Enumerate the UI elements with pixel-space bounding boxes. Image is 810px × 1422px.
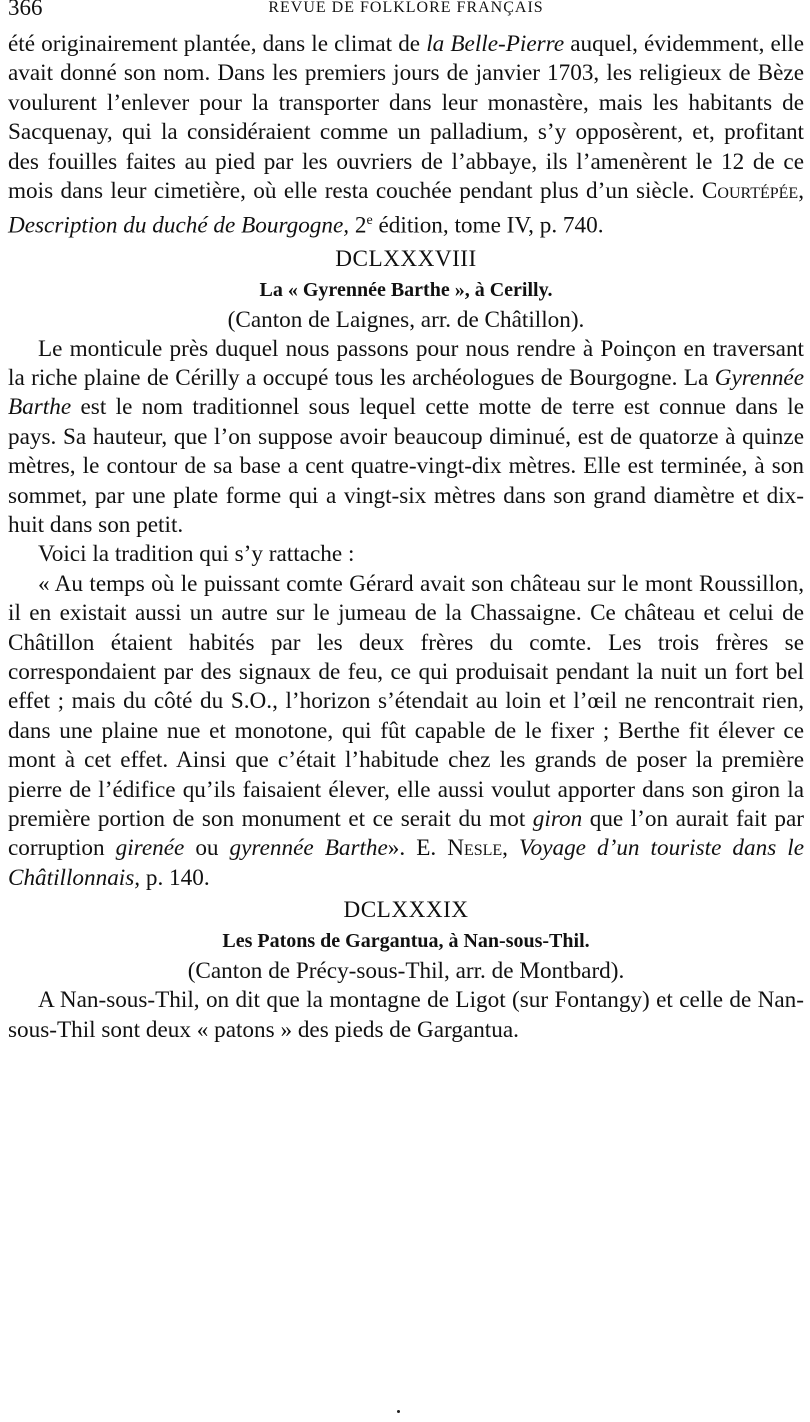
s1p3-text-a: « Au temps où le puissant comte Gérard avait son château sur le mont Roussillon, il en existait aussi un autre sur le jumeau de la Chassaigne. Ce château et celui de Châtillon étaient habités par les deux frères du comte. Les trois frères se correspondaient par des signaux de feu, ce qui produisait pendant la nuit un fort bel effet ; mais du côté du S.O., l’horizon s’étendait au loin et l’œil ne rencontrait rien, dans une plaine nue et monotone, qui fût capable de le fixer ; Berthe fit élever ce mont à cet effet. Ainsi que c’était l’habitude chez les grands de poser la première pierre de l’édifice qu’ils faisaient élever, elle aussi voulut apporter dans son giron la première portion de son monument et ce serait du mot bbox=[8, 570, 804, 833]
page-header bbox=[8, 0, 804, 23]
section2-paragraph-1: A Nan-sous-Thil, on dit que la montagne de Ligot (sur Fontangy) et celle de Nan-sous-Thil sont deux « patons » des pieds de Gargantua. bbox=[8, 987, 804, 1043]
s1p3-text-e: p. 140. bbox=[140, 864, 210, 891]
section-number: DCLXXXIX bbox=[343, 897, 469, 924]
intro-text-2: auquel, évidemment, elle avait donné son nom. Dans les premiers jours de janvier 1703, les religieux de Bèze voulurent l’enlever pour la transporter dans leur monastère, mais les habitants de Sacquenay, qui la considéraient comme un palladium, s’y opposèrent, et, profitant des fouilles faites au pied par les ouvriers de l’abbaye, ils l’amenèrent le 12 de ce mois dans leur cimetière, où elle resta couchée pendant plus d’un siècle. bbox=[8, 31, 805, 205]
section1-paragraph-3 bbox=[8, 570, 804, 893]
running-head: REVUE DE FOLKLORE FRANÇAIS bbox=[268, 0, 544, 16]
section-title: Les Patons de Gargantua, à Nan-sous-Thil. bbox=[222, 930, 590, 953]
section1-paragraph-1 bbox=[8, 335, 804, 541]
page bbox=[8, 0, 804, 1045]
s1p1-text-a: Le monticule près duquel nous passons pour nous rendre à Poinçon en traversant la riche plaine de Cérilly a occupé tous les archéologues de Bourgogne. La bbox=[8, 335, 804, 391]
section-title: La « Gyrennée Barthe », à Cerilly. bbox=[259, 278, 553, 301]
s1p3-italic-3: gyrennée Barthe bbox=[229, 835, 388, 862]
intro-paragraph bbox=[8, 30, 804, 242]
s1p3-text-b: que l’on aurait fait par corruption bbox=[8, 806, 804, 862]
intro-author: Courtépée, bbox=[701, 178, 804, 205]
section-number: DCLXXXVIII bbox=[335, 245, 477, 272]
s1p3-author: Nesle, bbox=[447, 835, 508, 862]
intro-text-1: été originairement plantée, dans le climat de bbox=[8, 31, 427, 57]
section-subtitle: (Canton de Précy-sous-Thil, arr. de Montbard). bbox=[187, 958, 625, 985]
intro-edition-num: 2 bbox=[354, 213, 367, 240]
s1p3-text-c: ou bbox=[184, 835, 230, 862]
s1p3-text-d: ». E. bbox=[387, 835, 448, 862]
s1p3-italic-1: giron bbox=[532, 806, 583, 833]
s1p1-italic: Gyrennée Barthe bbox=[8, 364, 804, 421]
section-subtitle: (Canton de Laignes, arr. de Châtillon). bbox=[227, 306, 585, 333]
intro-text-4: édition, tome IV, p. 740. bbox=[372, 213, 604, 240]
intro-italic-1: la Belle-Pierre bbox=[426, 31, 565, 57]
s1p3-italic-2: girenée bbox=[115, 835, 185, 862]
s1p3-italic-4: Voyage d’un touriste dans le Châtillonnais, bbox=[8, 835, 804, 891]
intro-italic-2: Description du duché de Bourgogne, bbox=[8, 213, 350, 240]
stray-mark bbox=[397, 1410, 400, 1413]
page-number: 366 bbox=[8, 0, 43, 20]
s1p1-text-b: est le nom traditionnel sous lequel cette motte de terre est connue dans le pays. Sa hauteur, que l’on suppose avoir beaucoup diminué, est de quatorze à quinze mètres, le contour de sa base a cent quatre-vingt-dix mètres. Elle est terminée, à son sommet, par une plate forme qui a vingt-six mètres dans son grand diamètre et dix-huit dans son petit. bbox=[8, 394, 804, 539]
intro-edition-sup: e bbox=[366, 213, 373, 229]
section1-paragraph-2: Voici la tradition qui s’y rattache : bbox=[38, 541, 355, 568]
